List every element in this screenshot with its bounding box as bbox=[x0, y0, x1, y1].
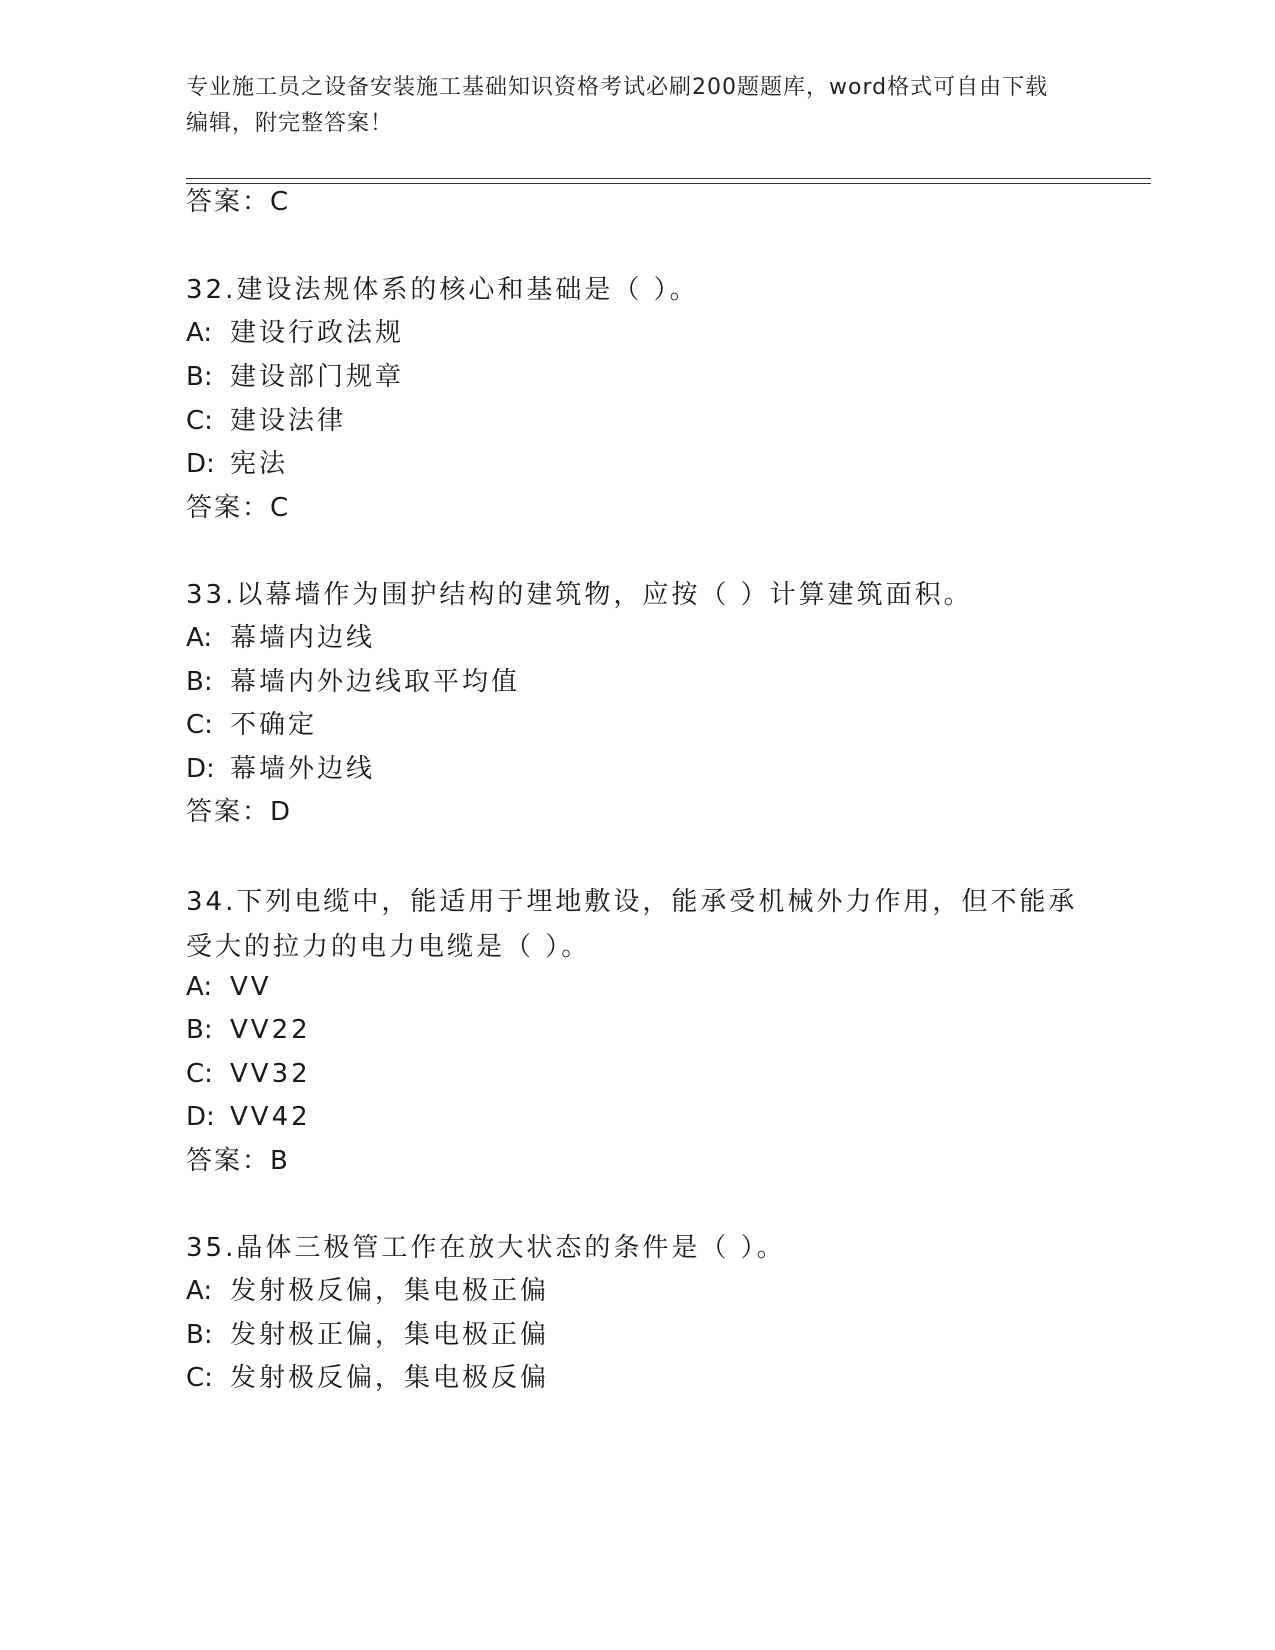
option-text: 幕墙外边线 bbox=[230, 754, 376, 784]
header-divider-top bbox=[186, 178, 1151, 179]
option-item bbox=[186, 1362, 549, 1394]
option-key: D: bbox=[186, 1102, 215, 1132]
answer-line bbox=[186, 492, 289, 524]
option-text: VV42 bbox=[230, 1102, 311, 1132]
option-text: 幕墙内外边线取平均值 bbox=[230, 667, 521, 697]
answer-value: C bbox=[270, 187, 290, 217]
question-stem: 34.下列电缆中，能适用于埋地敷设，能承受机械外力作用，但不能承受大的拉力的电力电缆是（ ）。 bbox=[186, 887, 1078, 962]
option-key: C: bbox=[186, 1363, 213, 1393]
question-stem: 32.建设法规体系的核心和基础是（ ）。 bbox=[186, 275, 699, 305]
option-item bbox=[186, 666, 520, 698]
option-text: 建设行政法规 bbox=[230, 318, 405, 348]
answer-value: D bbox=[270, 797, 292, 827]
option-text: 建设法律 bbox=[230, 406, 347, 436]
option-item bbox=[186, 1319, 549, 1351]
option-key: A: bbox=[186, 1276, 213, 1306]
option-item bbox=[186, 1275, 549, 1307]
answer-label: 答案： bbox=[186, 1146, 271, 1176]
option-key: D: bbox=[186, 449, 215, 479]
answer-value: C bbox=[270, 493, 290, 523]
answer-label: 答案： bbox=[186, 187, 271, 217]
option-item bbox=[186, 448, 288, 480]
option-item bbox=[186, 709, 317, 741]
document-header: 专业施工员之设备安装施工基础知识资格考试必刷200题题库，word格式可自由下载编辑，附完整答案！ bbox=[186, 75, 1049, 136]
option-item bbox=[186, 405, 346, 437]
answer-line bbox=[186, 1145, 289, 1177]
option-key: D: bbox=[186, 754, 215, 784]
option-item bbox=[186, 1101, 311, 1133]
header-divider-bottom bbox=[186, 183, 1151, 184]
option-text: 不确定 bbox=[230, 710, 318, 740]
question-stem: 35.晶体三极管工作在放大状态的条件是（ ）。 bbox=[186, 1233, 786, 1263]
option-key: B: bbox=[186, 362, 213, 392]
option-key: B: bbox=[186, 1320, 213, 1350]
option-key: A: bbox=[186, 972, 213, 1002]
option-item bbox=[186, 1058, 311, 1090]
answer-line bbox=[186, 186, 289, 218]
option-key: C: bbox=[186, 1059, 213, 1089]
question-stem: 33.以幕墙作为围护结构的建筑物，应按（ ）计算建筑面积。 bbox=[186, 580, 973, 610]
option-text: VV32 bbox=[230, 1059, 311, 1089]
option-key: B: bbox=[186, 1015, 213, 1045]
option-text: VV22 bbox=[230, 1015, 311, 1045]
option-key: C: bbox=[186, 710, 213, 740]
answer-line bbox=[186, 796, 291, 828]
option-key: A: bbox=[186, 318, 213, 348]
option-item bbox=[186, 971, 272, 1003]
option-key: C: bbox=[186, 406, 213, 436]
option-text: 建设部门规章 bbox=[230, 362, 405, 392]
option-text: 宪法 bbox=[230, 449, 289, 479]
option-text: 发射极正偏，集电极正偏 bbox=[230, 1320, 550, 1350]
answer-value: B bbox=[270, 1146, 289, 1176]
option-item bbox=[186, 1014, 311, 1046]
option-key: B: bbox=[186, 667, 213, 697]
answer-label: 答案： bbox=[186, 797, 271, 827]
option-item bbox=[186, 753, 375, 785]
option-item bbox=[186, 317, 404, 349]
option-text: 幕墙内边线 bbox=[230, 623, 376, 653]
answer-label: 答案： bbox=[186, 493, 271, 523]
option-item bbox=[186, 622, 375, 654]
option-text: 发射极反偏，集电极正偏 bbox=[230, 1276, 550, 1306]
option-text: 发射极反偏，集电极反偏 bbox=[230, 1363, 550, 1393]
option-item bbox=[186, 361, 404, 393]
option-text: VV bbox=[230, 972, 272, 1002]
option-key: A: bbox=[186, 623, 213, 653]
